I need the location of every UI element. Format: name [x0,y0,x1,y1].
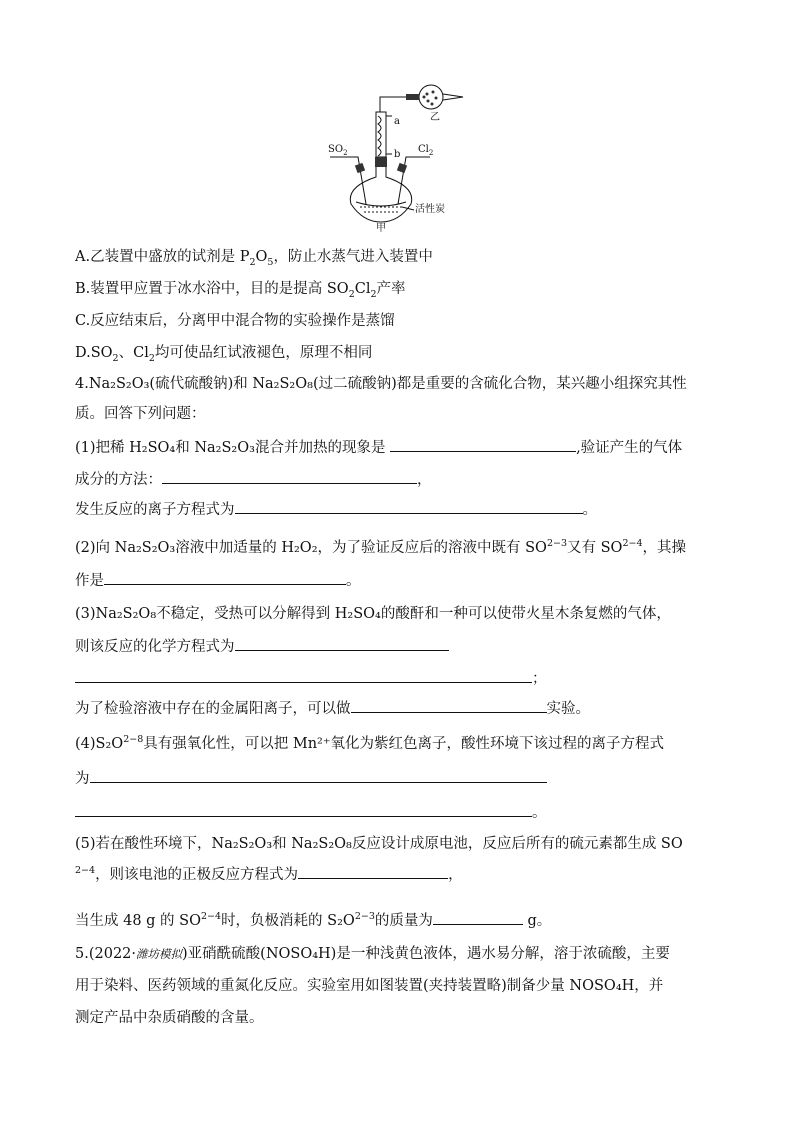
q4-part5-line2: $^{2-4}$，则该电池的正极反应方程式为 ， [75,865,463,883]
label-yi: 乙 [430,112,440,123]
q4-intro-1: 4.Na₂S₂O₃(硫代硫酸钠)和 Na₂S₂O₈(过二硫酸钠)都是重要的含硫化合物，某兴趣小组探究其性 [75,376,687,392]
option-a: A.乙装置中盛放的试剂是 $P_2O_5$，防止水蒸气进入装置中 [75,249,433,268]
answer-blank[interactable] [351,698,547,713]
option-b: B.装置甲应置于冰水浴中，目的是提高 $SO_2Cl_2$产率 [75,281,406,300]
answer-blank[interactable] [90,768,547,783]
q4-part3-line3: ； [75,668,547,689]
q5-line1: 5.(2022·潍坊模拟)亚硝酰硫酸(NOSO₄H)是一种浅黄色液体，遇水易分解，溶于浓硫酸，主要 [75,946,670,962]
q4-part5-line1: (5)若在酸性环境下，Na₂S₂O₃和 Na₂S₂O₈反应设计成原电池，反应后所有的硫元素都生成 SO [75,836,683,852]
q4-part5-line3: 当生成 48 g 的 $SO^{2-4}$时，负极消耗的 $S_2O^{2-3}$的质量为 g。 [75,911,552,929]
answer-blank[interactable] [235,636,449,651]
answer-blank[interactable] [75,668,532,683]
label-b: b [394,149,401,160]
q5-line3: 测定产品中杂质硝酸的含量。 [75,1010,264,1026]
q5-line2: 用于染料、医药领域的重氮化反应。实验室用如图装置(夹持装置略)制备少量 NOSO₄H，并 [75,978,664,994]
q4-part4-line1: $(4)S_2O^{2-8}$具有强氧化性，可以把 Mn²⁺氧化为紫红色离子，酸性环境下该过程的离子方程式 [75,734,665,752]
q4-part1-line1: (1)把稀 H₂SO₄和 Na₂S₂O₃混合并加热的现象是 ,验证产生的气体 [75,437,682,458]
q4-part3-line4: 为了检验溶液中存在的金属阳离子，可以做 实验。 [75,698,590,719]
label-so2: $SO_2$ [328,144,348,157]
answer-blank[interactable] [162,469,417,484]
label-a: a [394,116,400,127]
apparatus-figure [318,82,478,232]
condenser [376,112,392,157]
q4-intro-2: 质。回答下列问题： [75,406,206,422]
q4-part2-line1: (2)向 Na₂S₂O₃溶液中加适量的 H₂O₂，为了验证反应后的溶液中既有 $SO^{2-3}$又有 $SO^{2-4}$，其操 [75,538,686,556]
label-cl2: $Cl_2$ [418,144,434,157]
option-d: $D.SO_2$、$Cl_2$均可使品红试液褪色，原理不相同 [75,345,373,364]
q4-part3-line1: (3)Na₂S₂O₈不稳定，受热可以分解得到 H₂SO₄的酸酐和一种可以使带火星木条复燃的气体， [75,606,671,622]
q4-part4-line3: 。 [75,802,547,823]
q4-part4-line2: 为 [75,768,547,789]
drying-tube-yi [380,85,463,112]
q4-part1-line2: 成分的方法： ， [75,469,432,490]
answer-blank[interactable] [433,910,523,925]
answer-blank[interactable] [390,437,576,452]
q4-part2-line2: 作是 。 [75,570,361,591]
q4-part1-line3: 发生反应的离子方程式为 。 [75,499,597,520]
answer-blank[interactable] [298,864,448,879]
answer-blank[interactable] [75,802,532,817]
label-jia: 甲 [376,223,386,232]
answer-blank[interactable] [235,499,583,514]
option-c: C.反应结束后，分离甲中混合物的实验操作是蒸馏 [75,313,395,329]
label-activated-carbon: 活性炭 [415,204,445,215]
q4-part3-line2: 则该反应的化学方程式为 [75,636,449,657]
answer-blank[interactable] [104,570,346,585]
